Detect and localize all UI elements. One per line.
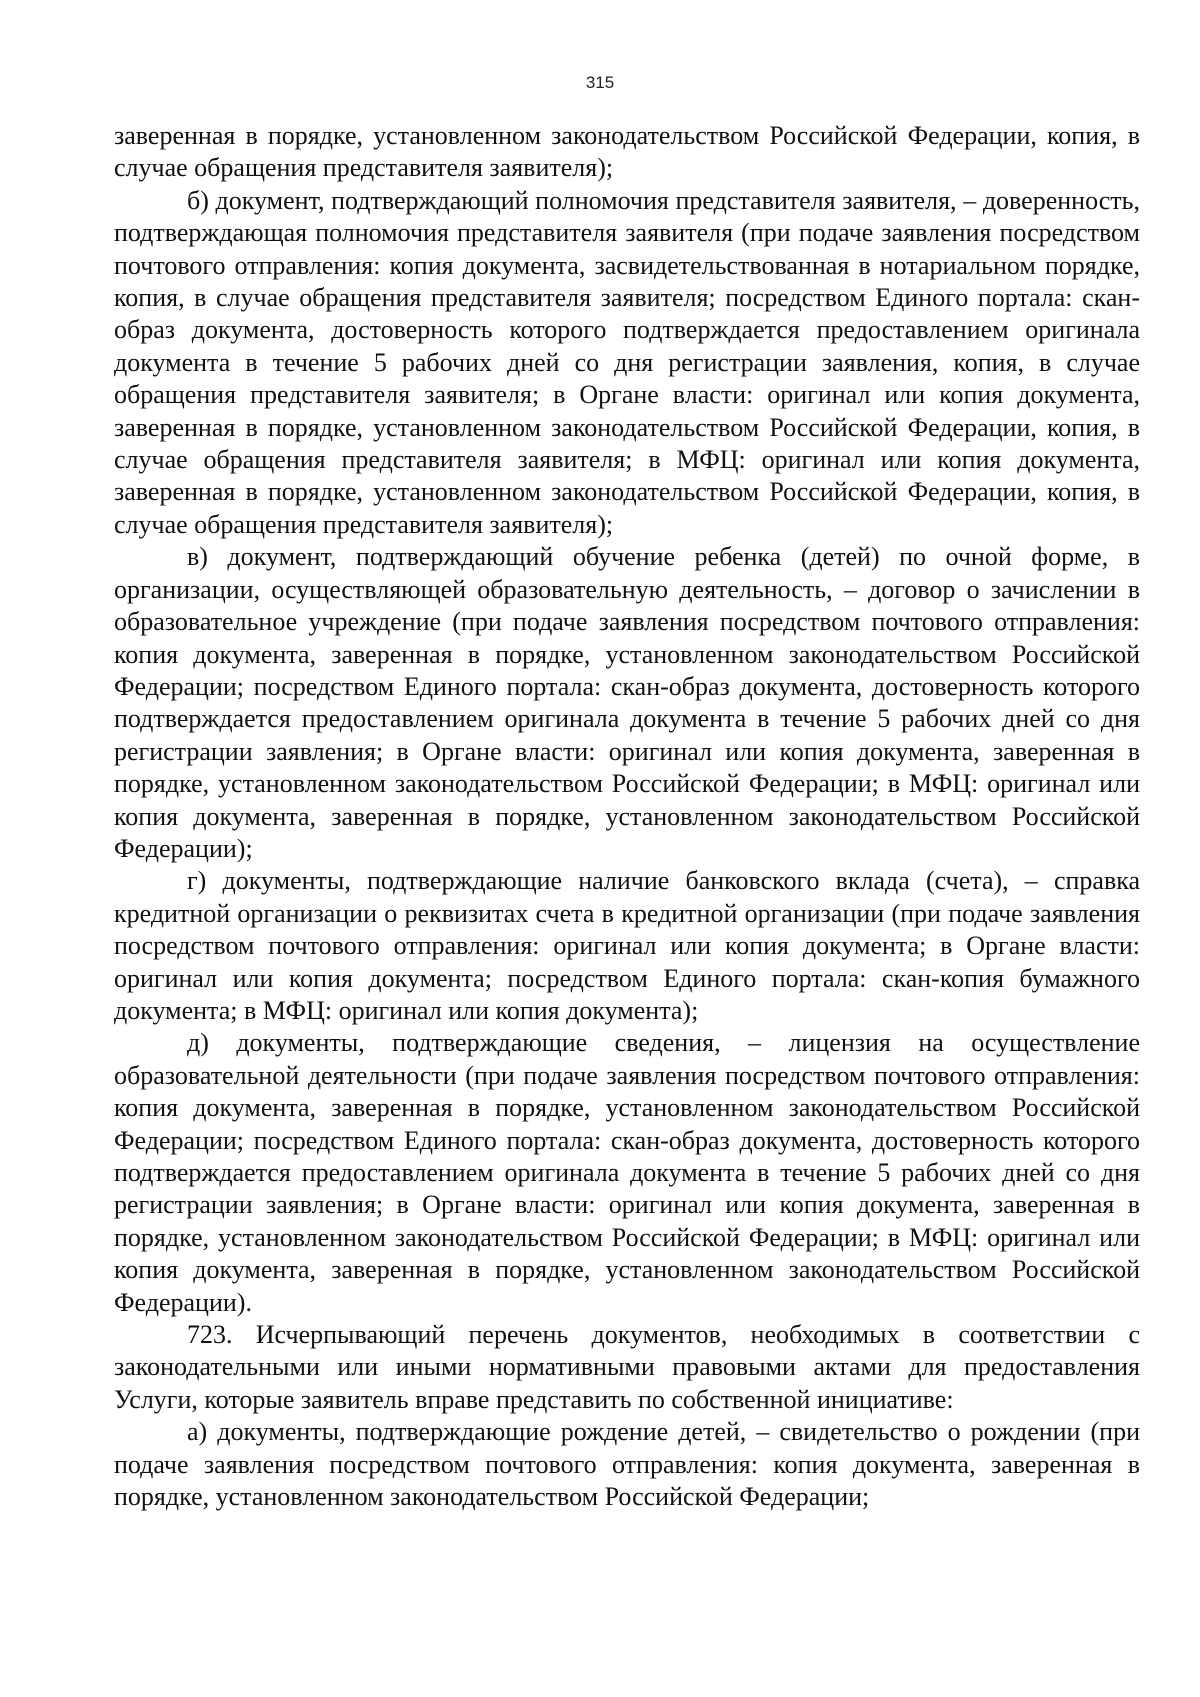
page-number: 315 — [585, 73, 615, 92]
paragraph-item-d: д) документы, подтверждающие сведения, – лицензия на осуществление образовательной деятельности (при подаче заявления посредством почтового отправления: копия документа, заверенная в порядке, установленном законодательством Российской Федерации; посредством Единого портала: скан-образ документа, достоверность которого подтверждается предоставлением оригинала документа в течение 5 рабочих дней со дня регистрации заявления; в Органе власти: оригинал или копия документа, заверенная в порядке, установленном законодательством Российской Федерации; в МФЦ: оригинал или копия документа, заверенная в порядке, установленном законодательством Российской Федерации). — [114, 1028, 1140, 1317]
paragraph-item-b: б) документ, подтверждающий полномочия представителя заявителя, – доверенность, подтверждающая полномочия представителя заявителя (при подаче заявления посредством почтового отправления: копия документа, засвидетельствованная в нотариальном порядке, копия, в случае обращения представителя заявителя; посредством Единого портала: скан-образ документа, достоверность которого подтверждается предоставлением оригинала документа в течение 5 рабочих дней со дня регистрации заявления, копия, в случае обращения представителя заявителя; в Органе власти: оригинал или копия документа, заверенная в порядке, установленном законодательством Российской Федерации, копия, в случае обращения представителя заявителя; в МФЦ: оригинал или копия документа, заверенная в порядке, установленном законодательством Российской Федерации, копия, в случае обращения представителя заявителя); — [114, 185, 1140, 539]
paragraph-item-a: а) документы, подтверждающие рождение детей, – свидетельство о рождении (при подаче заявления посредством почтового отправления: копия документа, заверенная в порядке, установленном законодательством Российской Федерации; — [114, 1417, 1140, 1512]
paragraph-continuation: заверенная в порядке, установленном законодательством Российской Федерации, копия, в случае обращения представителя заявителя); — [114, 121, 1140, 183]
paragraph-item-v: в) документ, подтверждающий обучение ребенка (детей) по очной форме, в организации, осуществляющей образовательную деятельность, – договор о зачислении в образовательное учреждение (при подаче заявления посредством почтового отправления: копия документа, заверенная в порядке, установленном законодательством Российской Федерации; посредством Единого портала: скан-образ документа, достоверность которого подтверждается предоставлением оригинала документа в течение 5 рабочих дней со дня регистрации заявления; в Органе власти: оригинал или копия документа, заверенная в порядке, установленном законодательством Российской Федерации; в МФЦ: оригинал или копия документа, заверенная в порядке, установленном законодательством Российской Федерации); — [114, 542, 1140, 863]
paragraph-item-g: г) документы, подтверждающие наличие банковского вклада (счета), – справка кредитной организации о реквизитах счета в кредитной организации (при подаче заявления посредством почтового отправления: оригинал или копия документа; в Органе власти: оригинал или копия документа; посредством Единого портала: скан-копия бумажного документа; в МФЦ: оригинал или копия документа); — [114, 866, 1140, 1025]
paragraph-723: 723. Исчерпывающий перечень документов, необходимых в соответствии с законодательными или иными нормативными правовыми актами для предоставления Услуги, которые заявитель вправе представить по собственной инициативе: — [114, 1320, 1140, 1414]
document-body — [114, 120, 1140, 1513]
